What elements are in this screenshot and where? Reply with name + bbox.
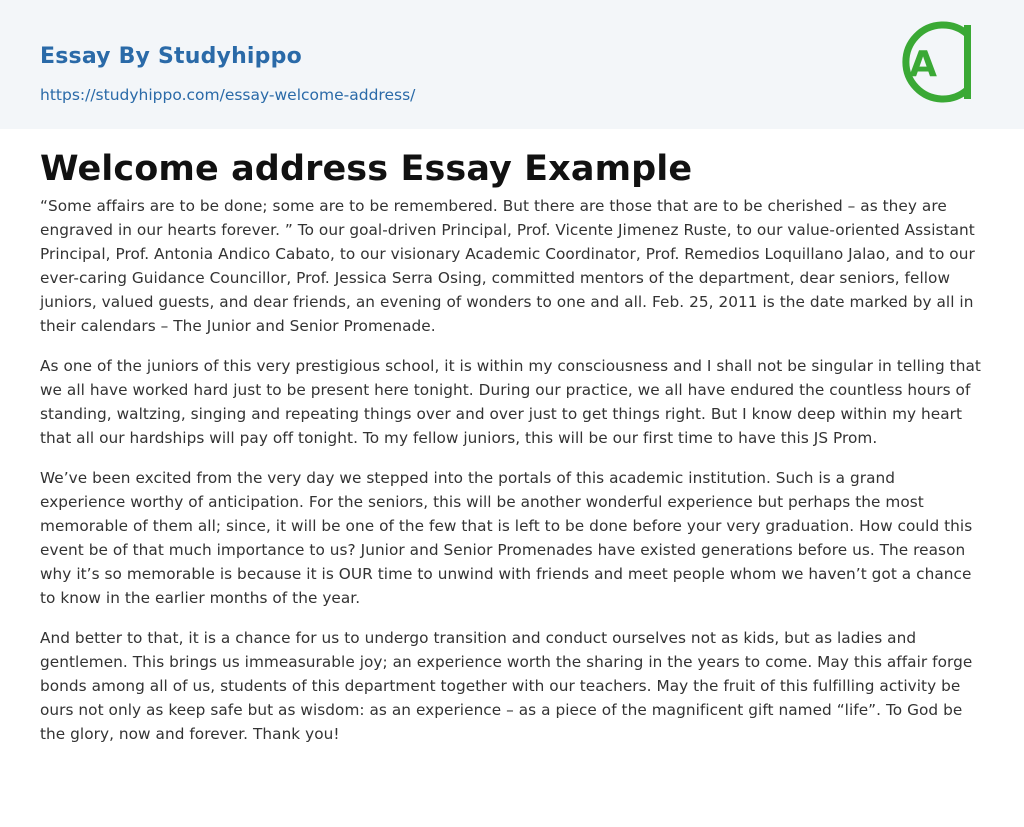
page-header: [0, 0, 1024, 129]
logo-bar: [964, 25, 971, 99]
studyhippo-logo-icon[interactable]: [898, 19, 984, 105]
essay-paragraph-2: As one of the juniors of this very prestigious school, it is within my consciousness and I shall not be singular in telling that we all have worked hard just to be present here tonight. During our practice, we all have endured the countless hours of standing, waltzing, singing and repeating things over and over just to get things right. But I know deep within my heart that all our hardships will pay off tonight. To my fellow juniors, this will be our first time to have this JS Prom.: [40, 357, 981, 447]
essay-content: [0, 148, 1024, 746]
essay-paragraph-4: And better to that, it is a chance for us to undergo transition and conduct ourselves not as kids, but as ladies and gentlemen. This brings us immeasurable joy; an experience worth the sharing in the years to come. May this affair forge bonds among all of us, students of this department together with our teachers. May the fruit of this fulfilling activity be ours not only as keep safe but as wisdom: as an experience – as a piece of the magnificent gift named “life”. To God be the glory, now and forever. Thank you!: [40, 629, 973, 743]
essay-title: Welcome address Essay Example: [40, 149, 693, 189]
essay-paragraph-1: “Some affairs are to be done; some are to be remembered. But there are those that are to be cherished – as they are engraved in our hearts forever. ” To our goal-driven Principal, Prof. Vicente Jimenez Ruste, to our value-oriented Assistant Principal, Prof. Antonia Andico Cabato, to our visionary Academic Coordinator, Prof. Remedios Loquillano Jalao, and to our ever-caring Guidance Councillor, Prof. Jessica Serra Osing, committed mentors of the department, dear seniors, fellow juniors, valued guests, and dear friends, an evening of wonders to one and all. Feb. 25, 2011 is the date marked by all in their calendars – The Junior and Senior Promenade.: [40, 197, 975, 335]
source-url-link[interactable]: https://studyhippo.com/essay-welcome-address/: [40, 86, 416, 104]
logo-letter: A: [909, 44, 937, 85]
essay-paragraph-3: We’ve been excited from the very day we stepped into the portals of this academic institution. Such is a grand experience worthy of anticipation. For the seniors, this will be another wonderful experience but perhaps the most memorable of them all; since, it will be one of the few that is left to be done before your very graduation. How could this event be of that much importance to us? Junior and Senior Promenades have existed generations before us. The reason why it’s so memorable is because it is OUR time to unwind with friends and meet people whom we haven’t got a chance to know in the earlier months of the year.: [40, 469, 973, 607]
site-title: Essay By Studyhippo: [40, 44, 302, 69]
